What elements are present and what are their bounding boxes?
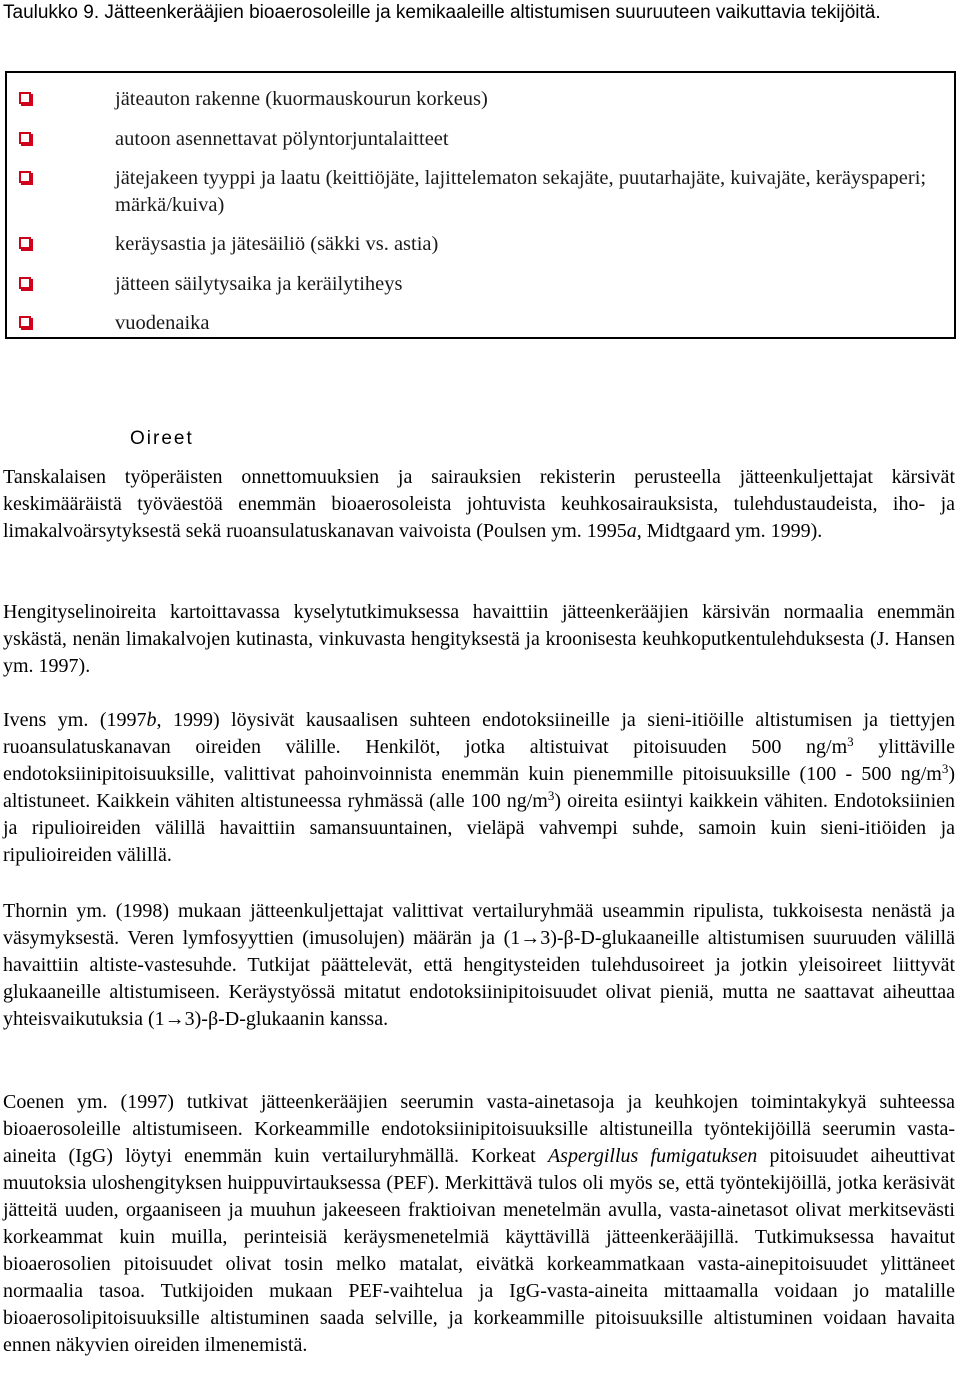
p3-italic: b (146, 709, 157, 731)
p5-a: Coenen ym. (1997) tutkivat jätteenkerääjien seerumin vasta-ainetasoja ja keuhkojen toimintakykyä suhteessa bioaerosoleille altistumiseen. Korkeammille endotoksiinipitoisuuksille altistuneilla työntekijöillä seerumin vasta-aineita (IgG) löytyi enemmän kuin vertailuryhmällä. Korkeat (3, 1091, 955, 1167)
paragraph-5 (3, 1089, 955, 1359)
list-item (7, 271, 954, 298)
p3-d: ) altistuneet. Kaikkein vähiten altistuneessa ryhmässä (alle 100 ng/m (3, 763, 955, 812)
p3-sup1: 3 (847, 734, 854, 749)
paragraph-1 (3, 464, 955, 545)
checkbox-bullet-icon (19, 237, 31, 249)
checkbox-bullet-icon (19, 171, 31, 183)
p3-sup2: 3 (941, 761, 949, 776)
p3-b: , 1999) löysivät kausaalisen suhteen endotoksiineille ja sieni-itiöille altistumisen ja tiettyjen ruoansulatuskanavan oireiden välille. Henkilöt, jotka altistuivat pitoisuuden 500 ng/m (3, 709, 955, 758)
list-item (7, 126, 954, 153)
paragraph-3 (3, 707, 955, 869)
factor-text: vuodenaika (115, 312, 210, 334)
factors-box (5, 71, 956, 339)
checkbox-bullet-icon (19, 92, 31, 104)
checkbox-bullet-icon (19, 132, 31, 144)
table-caption: Taulukko 9. Jätteenkerääjien bioaerosoleille ja kemikaaleille altistumisen suuruuteen vaikuttavia tekijöitä. (3, 2, 881, 23)
list-item (7, 86, 954, 113)
factor-text: jäteauton rakenne (kuormauskourun korkeus) (115, 88, 488, 110)
paragraph-4: Thornin ym. (1998) mukaan jätteenkuljettajat valittivat vertailuryhmää useammin ripulista, tukkoisesta nenästä ja väsymyksestä. Veren lymfosyyttien (imusolujen) määrän ja (1→3)-β-D-glukaaneille altistumisen suuruuden välillä havaittiin altiste-vastesuhde. Tutkijat päättelevät, että hengitysteiden tulehdusoireet ja jotkin yleisoireet liittyvät glukaaneille altistumiseen. Keräystyössä mitatut endotoksiinipitoisuudet olivat pieniä, mutta ne saattavat aiheuttaa yhteisvaikutuksia (1→3)-β-D-glukaanin kanssa. (3, 900, 955, 1030)
p1-end: , Midtgaard ym. 1999). (636, 520, 823, 542)
factor-text: jätejakeen tyyppi ja laatu (keittiöjäte, lajittelematon sekajäte, puutarhajäte, kuivajäte, keräyspaperi; märkä/kuiva) (115, 167, 927, 216)
p3-c: ylittäville endotoksiinipitoisuuksille, valittivat pahoinvoinnista enemmän kuin pienemmille pitoisuuksille (100 - 500 ng/m (3, 736, 955, 785)
factors-list (7, 86, 954, 350)
list-item (7, 165, 954, 218)
p3-a: Ivens ym. (1997 (3, 709, 147, 731)
checkbox-bullet-icon (19, 316, 31, 328)
list-item (7, 231, 954, 258)
p5-italic: Aspergillus fumigatuksen (547, 1145, 758, 1167)
paragraph-2: Hengityselinoireita kartoittavassa kyselytutkimuksessa havaittiin jätteenkerääjien kärsivän normaalia enemmän yskästä, nenän limakalvojen kutinasta, vinkuvasta hengityksestä ja kroonisesta keuhkoputkentulehduksesta (J. Hansen ym. 1997). (3, 601, 955, 677)
p1-text: Tanskalaisen työperäisten onnettomuuksien ja sairauksien rekisterin perusteella jätteenkuljettajat kärsivät keskimääräistä työväestöä enemmän bioaerosoleista johtuvista keuhkosairauksista, tulehdustaudeista, iho- ja limakalvoärsytyksestä sekä ruoansulatuskanavan vaivoista (Poulsen ym. 1995 (3, 466, 955, 542)
checkbox-bullet-icon (19, 277, 31, 289)
p5-b: pitoisuudet aiheuttivat muutoksia uloshengityksen huippuvirtauksessa (PEF). Merkittävä tulos oli myös se, että työntekijöillä, jotka keräsivät jätteitä uuden, orgaaniseen ja muuhun jakeeseen fraktioivan menetelmän avulla, vasta-ainetasot olivat merkitsevästi korkeammat kuin muilla, perinteisiä keräysmenetelmiä käyttävillä jätteenkerääjillä. Tutkimuksessa havaitut bioaerosolien pitoisuudet olivat tosin melko matalat, eivätkä korkeammatkaan vasta-ainepitoisuudet ylittäneet normaalia tasoa. Tutkijoiden mukaan PEF-vaihtelua ja IgG-vasta-aineita mittaamalla voidaan jo matalille bioaerosolipitoisuuksille altistuminen saada selville, ja korkeammille pitoisuuksille altistuminen voidaan havaita ennen näkyvien oireiden ilmenemistä. (3, 1145, 955, 1356)
p3-e: ) oireita esiintyi kaikkein vähiten. Endotoksiinien ja ripulioireiden välillä havaittiin samansuuntainen, vieläpä vahvempi suhde, samoin kuin sieni-itiöiden ja ripulioireiden välillä. (3, 790, 956, 866)
p3-sup3: 3 (547, 788, 555, 803)
factor-text: jätteen säilytysaika ja keräilytiheys (115, 272, 403, 295)
factor-text: autoon asennettavat pölyntorjuntalaitteet (115, 127, 449, 150)
factor-text: keräysastia ja jätesäiliö (säkki vs. astia) (115, 233, 439, 255)
list-item (7, 310, 954, 337)
section-heading: Oireet (130, 428, 194, 449)
p1-italic: a (626, 520, 637, 542)
